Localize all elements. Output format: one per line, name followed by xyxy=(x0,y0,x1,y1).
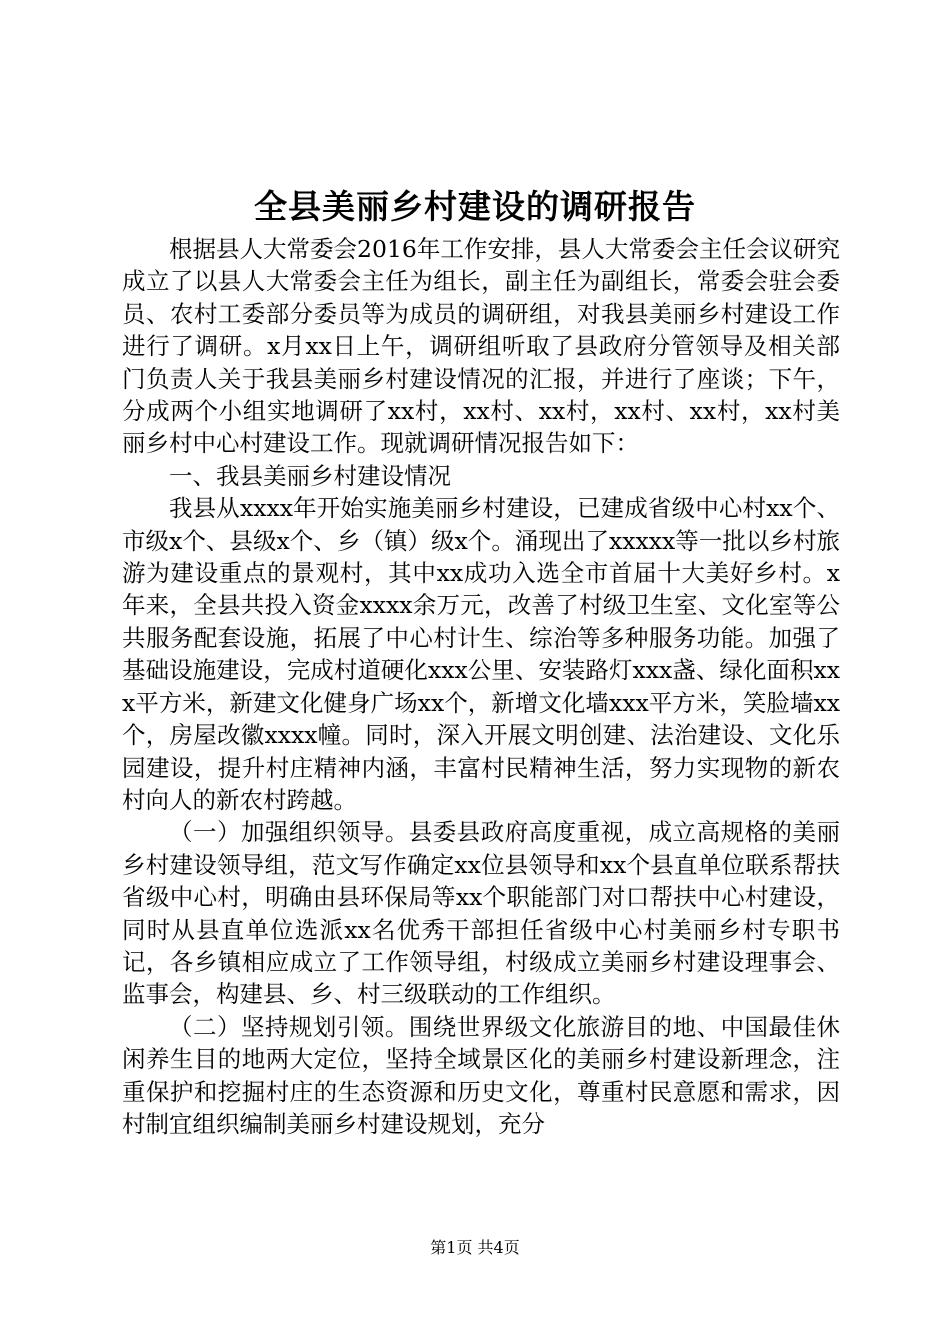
paragraph-situation: 我县从xxxx年开始实施美丽乡村建设，已建成省级中心村xx个、市级x个、县级x个、乡（镇）级x个。涌现出了xxxxx等一批以乡村旅游为建设重点的景观村，其中xx成功入选全市首届十大美好乡村。x年来，全县共投入资金xxxx余万元，改善了村级卫生室、文化室等公共服务配套设施，拓展了中心村计生、综治等多种服务功能。加强了基础设施建设，完成村道硬化xxx公里、安装路灯xxx盏、绿化面积xxx平方米，新建文化健身广场xx个，新增文化墙xxx平方米，笑脸墙xx个，房屋改徽xxxx幢。同时，深入开展文明创建、法治建设、文化乐园建设，提升村庄精神内涵，丰富村民精神生活，努力实现物的新农村向人的新农村跨越。 xyxy=(122,494,840,814)
document-title: 全县美丽乡村建设的调研报告 xyxy=(254,187,696,226)
paragraph-intro: 根据县人大常委会2016年工作安排，县人大常委会主任会议研究成立了以县人大常委会主任为组长，副主任为副组长，常委会驻会委员、农村工委部分委员等为成员的调研组，对我县美丽乡村建设工作进行了调研。x月xx日上午，调研组听取了县政府分管领导及相关部门负责人关于我县美丽乡村建设情况的汇报，并进行了座谈；下午，分成两个小组实地调研了xx村，xx村、xx村，xx村、xx村，xx村美丽乡村中心村建设工作。现就调研情况报告如下： xyxy=(122,235,840,458)
document-body xyxy=(122,233,840,1140)
paragraph-planning: （二）坚持规划引领。围绕世界级文化旅游目的地、中国最佳休闲养生目的地两大定位，坚持全域景区化的美丽乡村建设新理念，注重保护和挖掘村庄的生态资源和历史文化，尊重村民意愿和需求，因村制宜组织编制美丽乡村建设规划，充分 xyxy=(122,1012,840,1138)
section-heading: 一、我县美丽乡村建设情况 xyxy=(169,461,451,490)
page-footer: 第1页 共4页 xyxy=(430,1238,520,1257)
paragraph-organization: （一）加强组织领导。县委县政府高度重视，成立高规格的美丽乡村建设领导组，范文写作确定xx位县领导和xx个县直单位联系帮扶省级中心村，明确由县环保局等xx个职能部门对口帮扶中心村建设，同时从县直单位选派xx名优秀干部担任省级中心村美丽乡村专职书记，各乡镇相应成立了工作领导组，村级成立美丽乡村建设理事会、监事会，构建县、乡、村三级联动的工作组织。 xyxy=(122,818,840,1009)
